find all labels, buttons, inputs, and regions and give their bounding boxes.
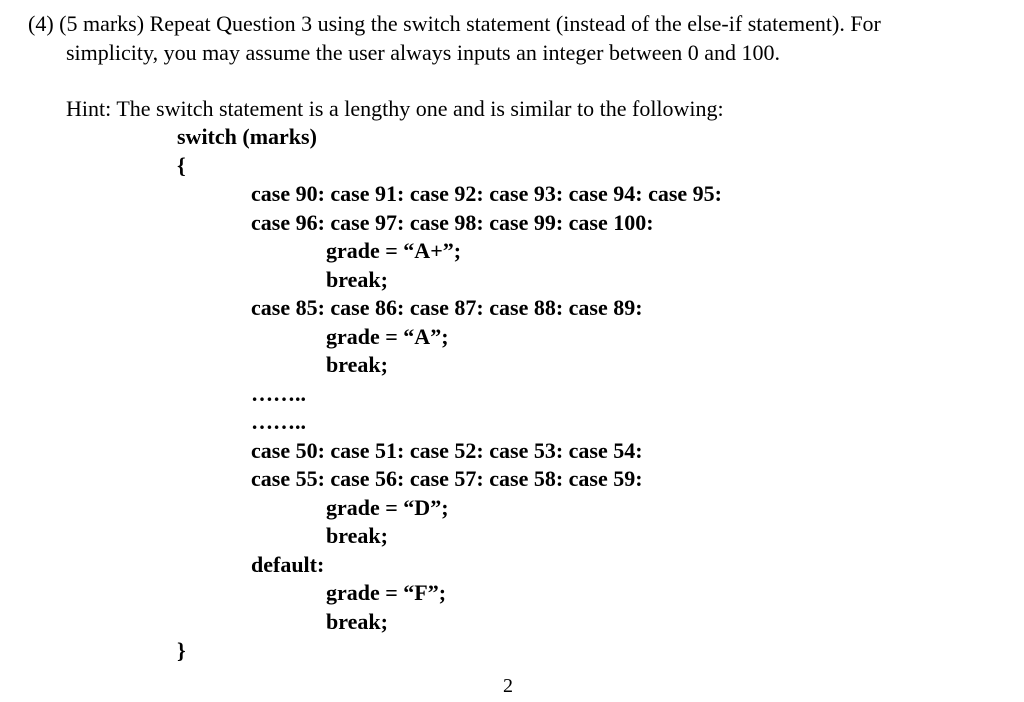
code-line-default: default:: [251, 552, 325, 577]
code-line-switch: switch (marks): [177, 124, 317, 149]
code-line-grade-a: grade = “A”;: [326, 324, 449, 349]
code-line-grade-a-plus: grade = “A+”;: [326, 238, 462, 263]
code-line-case-85-89: case 85: case 86: case 87: case 88: case 89:: [251, 295, 643, 320]
code-line-grade-f: grade = “F”;: [326, 580, 447, 605]
question-text-line-2: simplicity, you may assume the user always inputs an integer between 0 and 100.: [66, 40, 781, 65]
code-line-open-brace: {: [177, 153, 186, 178]
code-line-break-2: break;: [326, 352, 388, 377]
code-line-break-4: break;: [326, 609, 388, 634]
code-line-grade-d: grade = “D”;: [326, 495, 449, 520]
code-line-break-1: break;: [326, 267, 388, 292]
code-line-close-brace: }: [177, 638, 186, 663]
code-line-case-90-95: case 90: case 91: case 92: case 93: case 94: case 95:: [251, 181, 723, 206]
code-line-break-3: break;: [326, 523, 388, 548]
code-line-ellipsis-1: ……..: [251, 381, 306, 406]
code-line-case-55-59: case 55: case 56: case 57: case 58: case 59:: [251, 466, 643, 491]
hint-text: Hint: The switch statement is a lengthy one and is similar to the following:: [66, 96, 724, 121]
code-line-ellipsis-2: ……..: [251, 409, 306, 434]
page-number: 2: [503, 675, 513, 697]
question-text-line-1: (4) (5 marks) Repeat Question 3 using the switch statement (instead of the else-if statement). For: [28, 11, 881, 36]
code-line-case-50-54: case 50: case 51: case 52: case 53: case 54:: [251, 438, 643, 463]
code-line-case-96-100: case 96: case 97: case 98: case 99: case 100:: [251, 210, 654, 235]
